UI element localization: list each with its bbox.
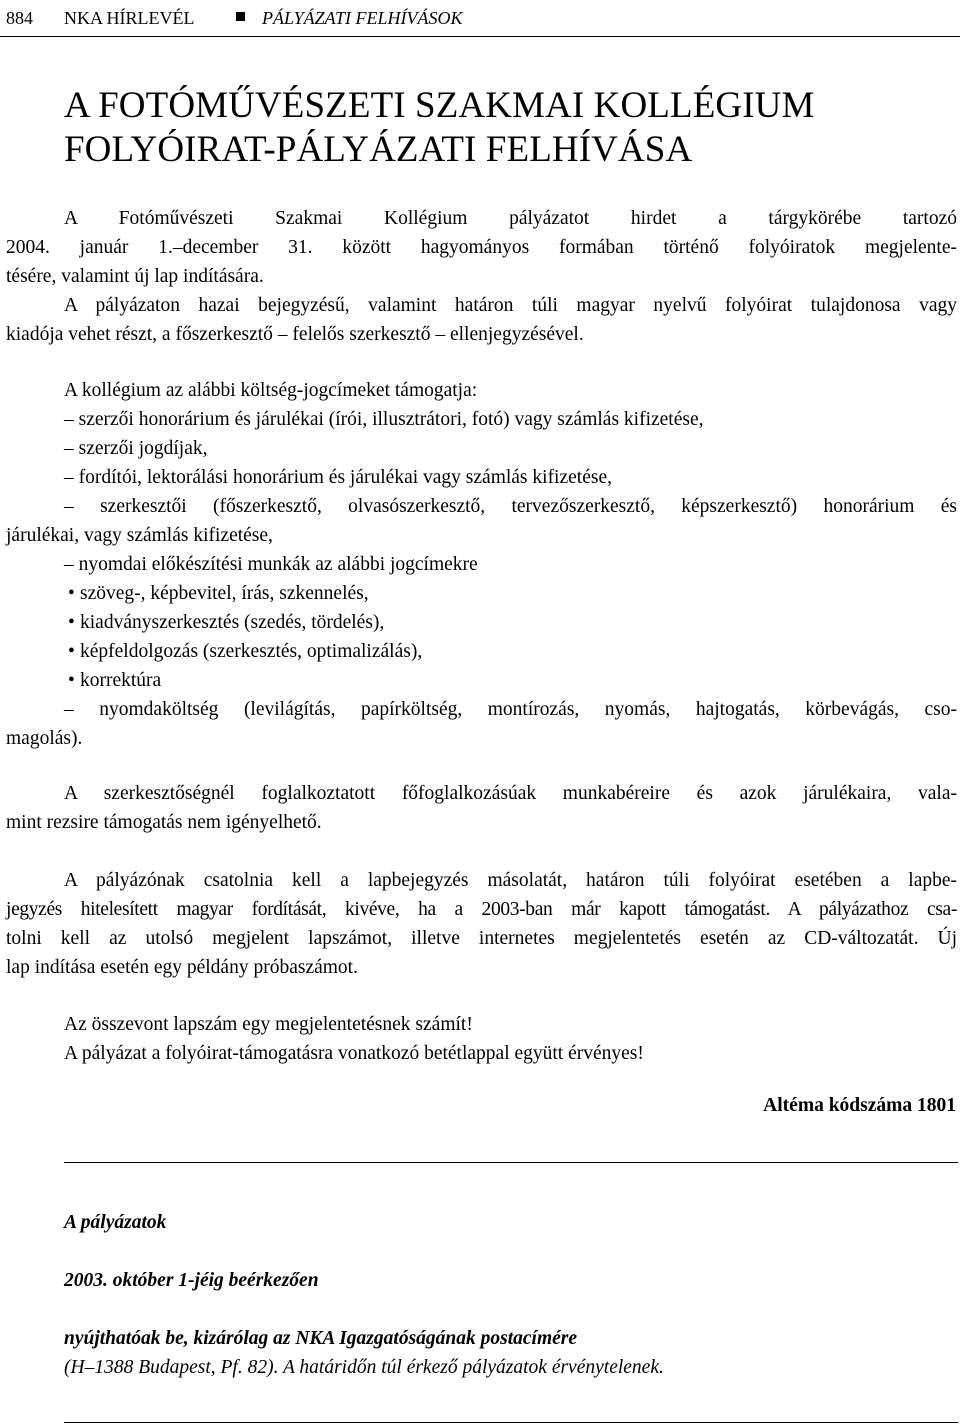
attachments-line-4: lap indítása esetén egy példány próbaszámot.	[6, 957, 358, 978]
intro-line-3: tésére, valamint új lap indítására.	[6, 266, 264, 287]
bottom-divider	[64, 1422, 958, 1423]
intro-line-1: A Fotóművészeti Szakmai Kollégium pályázatot hirdet a tárgykörébe tartozó	[64, 208, 957, 229]
subtopic-code: Altéma kódszáma 1801	[763, 1095, 956, 1116]
attachments-paragraph	[6, 866, 957, 982]
eligibility-line-1: A pályázaton hazai bejegyzésű, valamint határon túli magyar nyelvű folyóirat tulajdonosa vagy	[64, 295, 957, 316]
list-item: – szerzői honorárium és járulékai (írói, illusztrátori, fotó) vagy számlás kifizetése,	[64, 409, 704, 430]
attachments-line-2: jegyzés hitelesített magyar fordítását, kivéve, ha a 2003-ban már kapott támogatást. A pályázathoz csa-	[6, 899, 957, 920]
submission-info	[64, 1324, 954, 1382]
page-number: 884	[6, 8, 33, 28]
list-item-continuation: járulékai, vagy számlás kifizetése,	[6, 525, 273, 546]
eligibility-paragraph	[6, 291, 957, 349]
deadline-heading: A pályázatok	[64, 1212, 167, 1233]
salary-line-1: A szerkesztőségnél foglalkoztatott főfoglalkozásúak munkabéreire és azok járulékaira, vala-	[64, 783, 957, 804]
salary-paragraph	[6, 779, 957, 837]
page-title	[64, 84, 944, 172]
bullet-item: • szöveg-, képbevitel, írás, szkennelés,	[6, 579, 957, 608]
submission-line-2: (H–1388 Budapest, Pf. 82). A határidőn túl érkező pályázatok érvénytelenek.	[64, 1357, 664, 1378]
section-name: PÁLYÁZATI FELHÍVÁSOK	[262, 8, 463, 28]
running-header	[0, 0, 960, 37]
attachments-line-3: tolni kell az utolsó megjelent lapszámot, illetve internetes megjelentetés esetén az CD-változatát. Új	[6, 928, 957, 949]
list-item: – szerzői jogdíjak,	[64, 438, 208, 459]
title-line-2: FOLYÓIRAT-PÁLYÁZATI FELHÍVÁSA	[64, 129, 693, 170]
cost-list-intro: A kollégium az alábbi költség-jogcímeket támogatja:	[64, 380, 478, 401]
list-item: – szerkesztői (főszerkesztő, olvasószerkesztő, tervezőszerkesztő, képszerkesztő) honorárium és	[64, 496, 957, 517]
square-bullet-icon	[236, 12, 245, 21]
note-line-2: A pályázat a folyóirat-támogatásra vonatkozó betétlappal együtt érvényes!	[64, 1043, 644, 1064]
list-item: – nyomdaköltség (levilágítás, papírköltség, montírozás, nyomás, hajtogatás, körbevágás, cso-	[64, 699, 957, 720]
list-item: – fordítói, lektorálási honorárium és járulékai vagy számlás kifizetése,	[64, 467, 612, 488]
divider	[64, 1162, 958, 1163]
salary-line-2: mint rezsire támogatás nem igényelhető.	[6, 812, 322, 833]
intro-paragraph	[6, 204, 957, 291]
bullet-item: • kiadványszerkesztés (szedés, tördelés),	[6, 608, 957, 637]
attachments-line-1: A pályázónak csatolnia kell a lapbejegyzés másolatát, határon túli folyóirat esetében a lapbe-	[64, 870, 957, 891]
submission-line-1: nyújthatóak be, kizárólag az NKA Igazgatóságának postacímére	[64, 1328, 578, 1349]
bullet-item: • korrektúra	[6, 666, 957, 695]
note-line-1: Az összevont lapszám egy megjelentetésnek számít!	[64, 1014, 473, 1035]
cost-list	[6, 376, 957, 753]
notes-paragraph	[6, 1010, 957, 1068]
magazine-name: NKA HÍRLEVÉL	[64, 8, 195, 28]
list-item-continuation: magolás).	[6, 728, 83, 749]
title-line-1: A FOTÓMŰVÉSZETI SZAKMAI KOLLÉGIUM	[64, 85, 815, 126]
bullet-item: • képfeldolgozás (szerkesztés, optimalizálás),	[6, 637, 957, 666]
list-item: – nyomdai előkészítési munkák az alábbi jogcímekre	[64, 554, 478, 575]
intro-line-2: 2004. január 1.–december 31. között hagyományos formában történő folyóiratok megjelente-	[6, 237, 957, 258]
deadline-date: 2003. október 1-jéig beérkezően	[64, 1270, 319, 1291]
eligibility-line-2: kiadója vehet részt, a főszerkesztő – felelős szerkesztő – ellenjegyzésével.	[6, 324, 584, 345]
